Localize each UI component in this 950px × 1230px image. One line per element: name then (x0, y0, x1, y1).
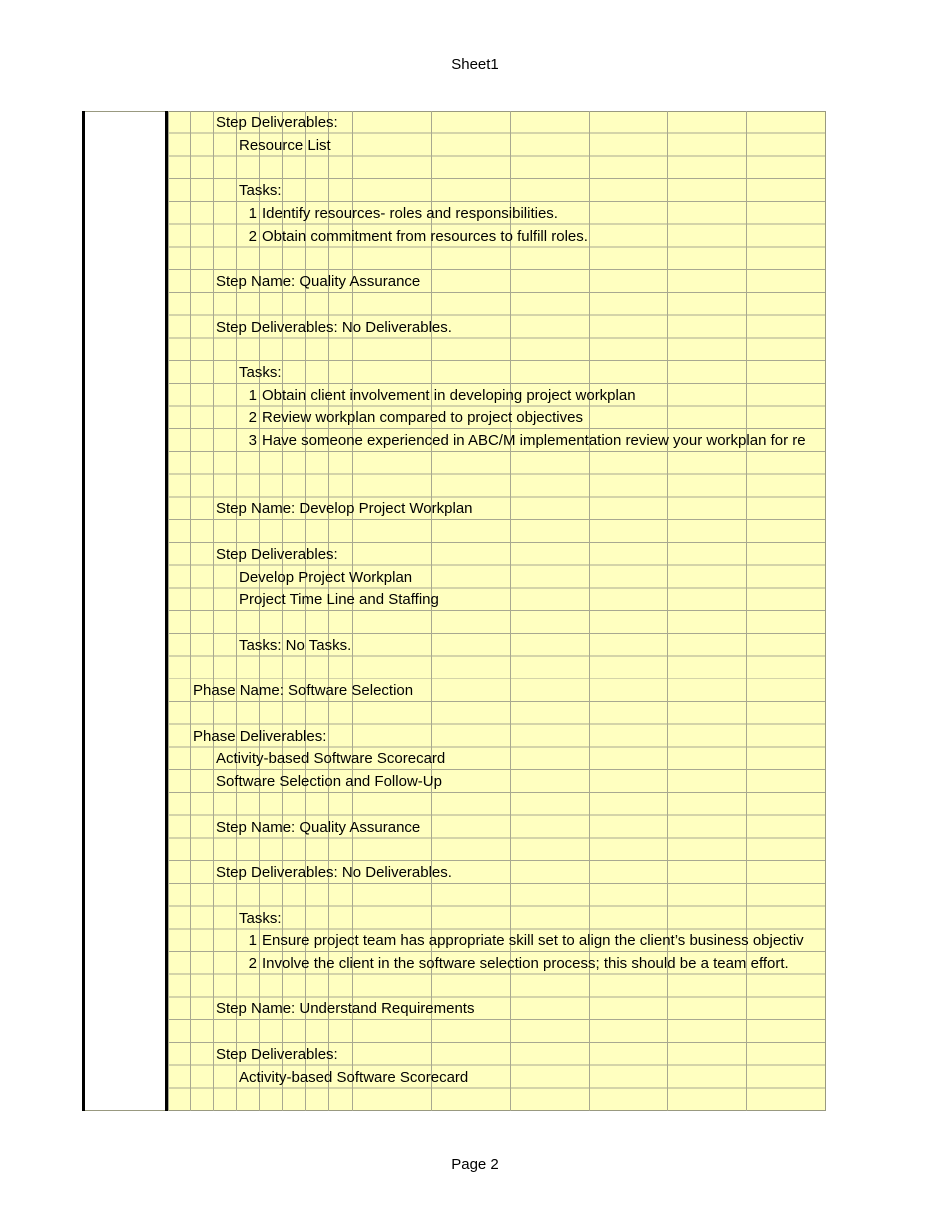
sheet-row[interactable] (82, 156, 826, 179)
sheet-row[interactable] (82, 952, 826, 975)
sheet-row[interactable] (82, 1020, 826, 1043)
cell-text: Step Name: Quality Assurance (216, 818, 421, 836)
cell-text: Step Deliverables: (216, 114, 338, 131)
sheet-row[interactable] (82, 611, 826, 634)
cell-text: Step Deliverables: No Deliverables. (216, 318, 452, 336)
task-number: 2 (248, 955, 257, 972)
task-number: 1 (248, 932, 257, 950)
cell-text: Project Time Line and Staffing (239, 591, 439, 609)
sheet-row[interactable] (82, 975, 826, 998)
cell-text: Tasks: (239, 364, 282, 382)
task-number: 1 (248, 386, 257, 404)
sheet-row[interactable] (82, 406, 826, 429)
cell-text: Identify resources- roles and responsibilities. (262, 204, 558, 222)
cell-text: Involve the client in the software selection process; this should be a team effort. (262, 955, 789, 972)
sheet-row[interactable] (82, 679, 826, 702)
sheet-row[interactable] (82, 543, 826, 566)
sheet-row[interactable] (82, 657, 826, 680)
sheet-row[interactable] (82, 247, 826, 270)
spreadsheet-grid[interactable] (82, 111, 826, 1111)
sheet-row[interactable] (82, 1066, 826, 1089)
cell-text: Activity-based Software Scorecard (216, 750, 446, 768)
cell-text: Tasks: (239, 909, 282, 927)
cell-text: Ensure project team has appropriate skill set to align the client’s business objectiv (262, 932, 804, 950)
sheet-row[interactable] (82, 111, 826, 134)
cell-text: Obtain client involvement in developing project workplan (262, 386, 636, 404)
sheet-row[interactable] (82, 566, 826, 589)
task-number: 2 (248, 409, 257, 427)
cell-text: Step Name: Quality Assurance (216, 273, 421, 291)
sheet-row[interactable] (82, 361, 826, 384)
sheet-row[interactable] (82, 1088, 826, 1111)
sheet-row[interactable] (82, 816, 826, 839)
cell-text: Activity-based Software Scorecard (239, 1068, 469, 1086)
cell-text: Step Name: Understand Requirements (216, 1000, 475, 1018)
sheet-row[interactable] (82, 793, 826, 816)
cell-text: Step Deliverables: (216, 1045, 338, 1063)
sheet-row[interactable] (82, 838, 826, 861)
sheet-row[interactable] (82, 520, 826, 543)
sheet-row[interactable] (82, 384, 826, 407)
sheet-row[interactable] (82, 429, 826, 452)
cell-text: Software Selection and Follow-Up (216, 773, 442, 791)
sheet-row[interactable] (82, 997, 826, 1020)
sheet-row[interactable] (82, 907, 826, 930)
cell-text: Step Deliverables: No Deliverables. (216, 864, 452, 882)
cell-text: Phase Deliverables: (193, 727, 327, 745)
sheet-row[interactable] (82, 270, 826, 293)
cell-text: Develop Project Workplan (239, 568, 413, 586)
cell-text: Phase Name: Software Selection (193, 682, 414, 700)
sheet-row[interactable] (82, 725, 826, 748)
task-number: 1 (248, 204, 257, 222)
sheet-row[interactable] (82, 929, 826, 952)
cell-text: Obtain commitment from resources to fulfill roles. (262, 227, 588, 245)
cell-text: Resource List (239, 136, 331, 154)
sheet-row[interactable] (82, 338, 826, 361)
sheet-row[interactable] (82, 452, 826, 475)
sheet-row[interactable] (82, 884, 826, 907)
cell-text: Tasks: No Tasks. (239, 636, 352, 654)
sheet-row[interactable] (82, 179, 826, 202)
sheet-row[interactable] (82, 225, 826, 248)
page-number: Page 2 (451, 1156, 499, 1173)
sheet-row[interactable] (82, 861, 826, 884)
sheet-row[interactable] (82, 634, 826, 657)
task-number: 2 (248, 227, 257, 245)
cell-text: Have someone experienced in ABC/M implementation review your workplan for re (262, 432, 806, 450)
sheet-row[interactable] (82, 497, 826, 520)
cell-text: Review workplan compared to project objectives (262, 409, 583, 427)
cell-text: Step Name: Develop Project Workplan (216, 500, 473, 518)
sheet-row[interactable] (82, 702, 826, 725)
sheet-row[interactable] (82, 316, 826, 339)
sheet-row[interactable] (82, 588, 826, 611)
cell-text: Tasks: (239, 182, 282, 200)
sheet-row[interactable] (82, 475, 826, 498)
sheet-row[interactable] (82, 747, 826, 770)
sheet-row[interactable] (82, 202, 826, 225)
sheet-title: Sheet1 (451, 56, 499, 73)
cell-text: Step Deliverables: (216, 545, 338, 563)
sheet-row[interactable] (82, 770, 826, 793)
sheet-row[interactable] (82, 134, 826, 157)
sheet-row[interactable] (82, 293, 826, 316)
task-number: 3 (248, 432, 257, 450)
sheet-row[interactable] (82, 1043, 826, 1066)
